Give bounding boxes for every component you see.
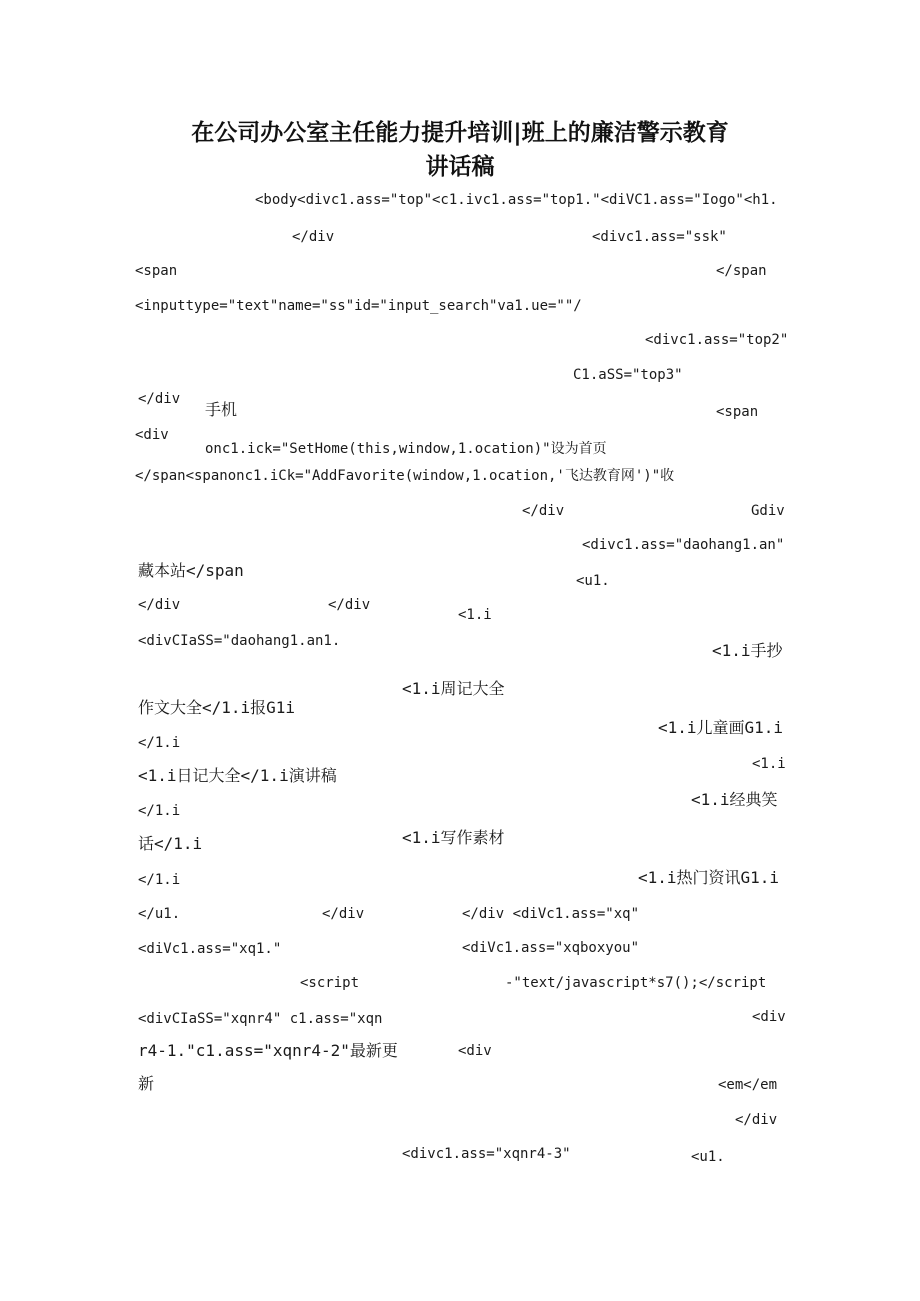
text-line: <1.i写作素材 [402,828,505,847]
text-line: <span [135,263,178,279]
text-line: <1.i手抄 [712,641,783,660]
text-line: </div [522,503,565,519]
text-line: <span [716,404,759,420]
text-line: <script [300,975,360,991]
text-line: <body<divc1.ass="top"<c1.ivc1.ass="top1."<diVC1.ass="Iogo"<h1. [255,192,778,208]
text-line: </div <diVc1.ass="xq" [462,906,640,922]
text-line: </div [322,906,365,922]
text-line: <divc1.ass="top2" [645,332,789,348]
text-line: <1.i周记大全 [402,679,505,698]
text-line: <em</em [718,1077,778,1093]
text-line: 藏本站</span [138,561,244,580]
text-line: <u1. [691,1149,725,1165]
text-line: <diVc1.ass="xq1." [138,941,282,957]
text-line: </1.i [138,735,181,751]
text-line: 话</1.i [138,834,203,853]
text-line: </div [735,1112,778,1128]
text-line: <divCIaSS="xqnr4" c1.ass="xqn [138,1011,383,1027]
text-line: Gdiv [751,503,785,519]
text-line: <1.i热门资讯G1.i [638,868,780,887]
text-line: <1.i儿童画G1.i [658,718,784,737]
text-line: <1.i日记大全</1.i演讲稿 [138,766,337,785]
text-line: <1.i [752,756,786,772]
text-line: 作文大全</1.i报G1i [138,698,296,717]
text-line: r4-1."c1.ass="xqnr4-2"最新更 [138,1041,398,1060]
text-line: 手机 [205,400,238,419]
text-line: </div [138,391,181,407]
text-line: </1.i [138,872,181,888]
text-line: </span<spanonc1.iCk="AddFavorite(window,1.ocation,'飞达教育网')"收 [135,468,675,484]
document-title-line-2: 讲话稿 [425,154,495,180]
text-line: -"text/javascript*s7();</script [505,975,767,991]
text-line: <1.i [458,607,492,623]
text-line: <div [458,1043,492,1059]
text-line: <diVc1.ass="xqboxyou" [462,940,640,956]
text-line: C1.aSS="top3" [573,367,683,383]
text-line: </span [716,263,767,279]
text-line: <divc1.ass="xqnr4-3" [402,1146,571,1162]
text-line: <1.i经典笑 [691,790,778,809]
text-line: onc1.ick="SetHome(this,window,1.ocation)"设为首页 [205,441,607,457]
text-line: </1.i [138,803,181,819]
text-line: 新 [138,1074,155,1093]
text-line: <divCIaSS="daohang1.an1. [138,633,341,649]
text-line: <div [752,1009,786,1025]
text-line: </div [328,597,371,613]
document-title-line-1: 在公司办公室主任能力提升培训|班上的廉洁警示教育 [191,120,729,146]
text-line: <inputtype="text"name="ss"id="input_search"va1.ue=""/ [135,298,582,314]
text-line: <divc1.ass="daohang1.an" [582,537,785,553]
text-line: <div [135,427,169,443]
text-line: </div [138,597,181,613]
text-line: </div [292,229,335,245]
text-line: <divc1.ass="ssk" [592,229,727,245]
text-line: </u1. [138,906,181,922]
text-line: <u1. [576,573,610,589]
